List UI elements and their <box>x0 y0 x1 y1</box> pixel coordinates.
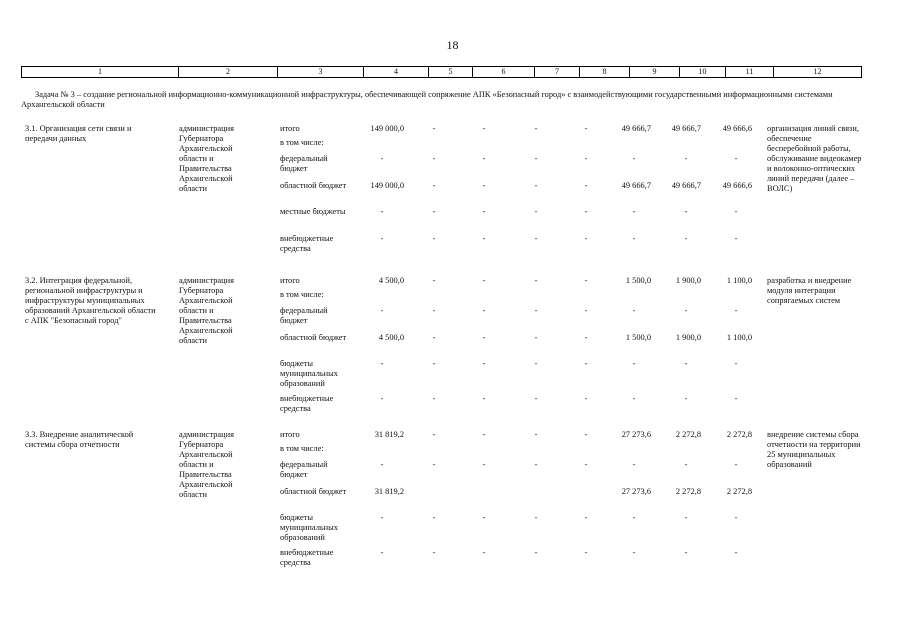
cell-value: - <box>534 394 538 403</box>
funding-source-label: итого <box>280 430 300 439</box>
cell-value: - <box>584 548 588 557</box>
cell-value: 2 272,8 <box>726 487 752 496</box>
cell-value: - <box>734 306 738 315</box>
cell-value: - <box>432 430 436 439</box>
cell-value: - <box>482 124 486 133</box>
cell-value: 1 900,0 <box>675 276 701 285</box>
cell-value: - <box>380 154 384 163</box>
cell-value: - <box>632 306 636 315</box>
funding-source-label: областной бюджет <box>280 487 347 496</box>
cell-value: - <box>632 460 636 469</box>
cell-value: - <box>432 359 436 368</box>
funding-source-label: итого <box>280 276 300 285</box>
col-header: 6 <box>473 67 535 78</box>
cell-value: 49 666,7 <box>621 124 651 133</box>
section-title: 3.1. Организация сети связи и передачи данных <box>25 124 132 143</box>
funding-source-label: внебюджетные средства <box>280 548 334 567</box>
cell-value: - <box>534 430 538 439</box>
cell-value: - <box>632 513 636 522</box>
col-header: 2 <box>179 67 278 78</box>
cell-value: - <box>534 513 538 522</box>
funding-source-label: областной бюджет <box>280 181 347 190</box>
cell-value: - <box>734 394 738 403</box>
cell-value: - <box>534 359 538 368</box>
section-title: 3.3. Внедрение аналитической системы сбора отчетности <box>25 430 134 449</box>
cell-value: 1 100,0 <box>726 276 752 285</box>
cell-value: - <box>734 513 738 522</box>
cell-value: 1 900,0 <box>675 333 701 342</box>
funding-source-label: итого <box>280 124 300 133</box>
cell-value: - <box>734 207 738 216</box>
cell-value: - <box>380 394 384 403</box>
funding-source-label: областной бюджет <box>280 333 347 342</box>
cell-value: - <box>584 207 588 216</box>
page-number: 18 <box>446 38 459 52</box>
cell-value: - <box>482 359 486 368</box>
cell-value: 2 272,8 <box>726 430 752 439</box>
cell-value: - <box>432 394 436 403</box>
cell-value: 2 272,8 <box>675 487 701 496</box>
cell-value: - <box>432 181 436 190</box>
cell-value: - <box>534 234 538 243</box>
expected-result: внедрение системы сбора отчетности на территории 25 муниципальных образований <box>767 430 861 469</box>
cell-value: - <box>534 306 538 315</box>
col-header: 12 <box>774 67 862 78</box>
cell-value: - <box>432 154 436 163</box>
cell-value: - <box>534 276 538 285</box>
col-header: 10 <box>680 67 726 78</box>
funding-source-label: федеральный бюджет <box>280 460 328 479</box>
cell-value: - <box>482 181 486 190</box>
cell-value: - <box>584 181 588 190</box>
funding-source-label: федеральный бюджет <box>280 154 328 173</box>
cell-value: - <box>684 154 688 163</box>
cell-value: - <box>432 276 436 285</box>
executor: администрация Губернатора Архангельской области и Правительства Архангельской области <box>179 124 234 193</box>
cell-value: - <box>432 333 436 342</box>
cell-value: 4 500,0 <box>378 276 404 285</box>
cell-value: 49 666,6 <box>722 181 752 190</box>
cell-value: 1 100,0 <box>726 333 752 342</box>
cell-value: - <box>584 124 588 133</box>
cell-value: 1 500,0 <box>625 276 651 285</box>
cell-value: 49 666,7 <box>621 181 651 190</box>
col-header: 5 <box>429 67 473 78</box>
cell-value: 1 500,0 <box>625 333 651 342</box>
cell-value: - <box>380 359 384 368</box>
executor: администрация Губернатора Архангельской области и Правительства Архангельской области <box>179 276 234 345</box>
cell-value: - <box>482 548 486 557</box>
cell-value: - <box>534 181 538 190</box>
col-header: 11 <box>726 67 774 78</box>
cell-value: 149 000,0 <box>370 124 404 133</box>
cell-value: - <box>482 276 486 285</box>
cell-value: - <box>482 394 486 403</box>
cell-value: 2 272,8 <box>675 430 701 439</box>
cell-value: - <box>734 359 738 368</box>
cell-value: - <box>684 460 688 469</box>
funding-source-label: бюджеты муниципальных образований <box>280 359 338 388</box>
cell-value: - <box>534 207 538 216</box>
cell-value: - <box>632 394 636 403</box>
cell-value: - <box>482 513 486 522</box>
cell-value: - <box>632 234 636 243</box>
funding-source-label: внебюджетные средства <box>280 394 334 413</box>
cell-value: - <box>432 234 436 243</box>
funding-source-label: федеральный бюджет <box>280 306 328 325</box>
cell-value: - <box>632 548 636 557</box>
cell-value: - <box>534 460 538 469</box>
column-number-header <box>21 66 862 78</box>
section-title: 3.2. Интеграция федеральной, региональной инфраструктуры и инфраструктуры муниципальных образований Архангельской области с АПК "Безопасный город" <box>25 276 156 325</box>
cell-value: - <box>380 513 384 522</box>
cell-value: 31 819,2 <box>374 430 404 439</box>
cell-value: - <box>632 207 636 216</box>
col-header: 8 <box>580 67 630 78</box>
cell-value: - <box>584 154 588 163</box>
cell-value: - <box>380 306 384 315</box>
cell-value: - <box>584 333 588 342</box>
cell-value: - <box>584 460 588 469</box>
cell-value: - <box>584 306 588 315</box>
cell-value: - <box>584 359 588 368</box>
col-header: 4 <box>364 67 429 78</box>
cell-value: - <box>380 207 384 216</box>
cell-value: - <box>584 394 588 403</box>
cell-value: 49 666,7 <box>671 181 701 190</box>
col-header: 3 <box>278 67 364 78</box>
cell-value: 149 000,0 <box>370 181 404 190</box>
cell-value: - <box>734 548 738 557</box>
col-header: 7 <box>535 67 580 78</box>
cell-value: - <box>432 548 436 557</box>
cell-value: - <box>684 359 688 368</box>
cell-value: - <box>584 234 588 243</box>
cell-value: - <box>734 154 738 163</box>
cell-value: - <box>380 460 384 469</box>
cell-value: - <box>684 234 688 243</box>
cell-value: - <box>534 548 538 557</box>
cell-value: - <box>534 124 538 133</box>
cell-value: - <box>432 513 436 522</box>
cell-value: - <box>734 234 738 243</box>
funding-source-label: в том числе: <box>280 444 324 453</box>
cell-value: - <box>432 306 436 315</box>
cell-value: 27 273,6 <box>621 487 651 496</box>
cell-value: - <box>482 430 486 439</box>
cell-value: - <box>482 154 486 163</box>
cell-value: - <box>584 430 588 439</box>
cell-value: - <box>632 154 636 163</box>
col-header: 9 <box>630 67 680 78</box>
cell-value: - <box>684 306 688 315</box>
cell-value: - <box>684 548 688 557</box>
cell-value: - <box>684 207 688 216</box>
cell-value: - <box>584 513 588 522</box>
funding-source-label: в том числе: <box>280 290 324 299</box>
expected-result: организация линий связи, обеспечение бесперебойной работы, обслуживание видеокамер и волоконно-оптических линий передачи (далее – ВОЛС) <box>767 124 862 193</box>
funding-source-label: бюджеты муниципальных образований <box>280 513 338 542</box>
cell-value: - <box>380 548 384 557</box>
cell-value: - <box>482 333 486 342</box>
expected-result: разработка и внедрение модуля интеграции сопрягаемых систем <box>767 276 852 305</box>
task-title: Задача № 3 – создание региональной информационно-коммуникационной инфраструктуры, обеспечивающей сопряжение АПК «Безопасный город» с взаимодействующими государственными информационными системами Архангельской области <box>21 90 833 109</box>
cell-value: 4 500,0 <box>378 333 404 342</box>
cell-value: - <box>432 124 436 133</box>
funding-source-label: в том числе: <box>280 138 324 147</box>
cell-value: - <box>684 394 688 403</box>
cell-value: - <box>534 333 538 342</box>
executor: администрация Губернатора Архангельской области и Правительства Архангельской области <box>179 430 234 499</box>
cell-value: - <box>380 234 384 243</box>
col-header: 1 <box>22 67 179 78</box>
cell-value: 49 666,7 <box>671 124 701 133</box>
cell-value: - <box>632 359 636 368</box>
cell-value: - <box>482 460 486 469</box>
cell-value: - <box>684 513 688 522</box>
cell-value: - <box>432 460 436 469</box>
cell-value: - <box>482 306 486 315</box>
cell-value: - <box>482 207 486 216</box>
cell-value: 27 273,6 <box>621 430 651 439</box>
funding-source-label: внебюджетные средства <box>280 234 334 253</box>
cell-value: - <box>534 154 538 163</box>
cell-value: - <box>734 460 738 469</box>
cell-value: - <box>584 276 588 285</box>
cell-value: - <box>482 234 486 243</box>
cell-value: 31 819,2 <box>374 487 404 496</box>
cell-value: 49 666,6 <box>722 124 752 133</box>
funding-source-label: местные бюджеты <box>280 207 346 216</box>
cell-value: - <box>432 207 436 216</box>
